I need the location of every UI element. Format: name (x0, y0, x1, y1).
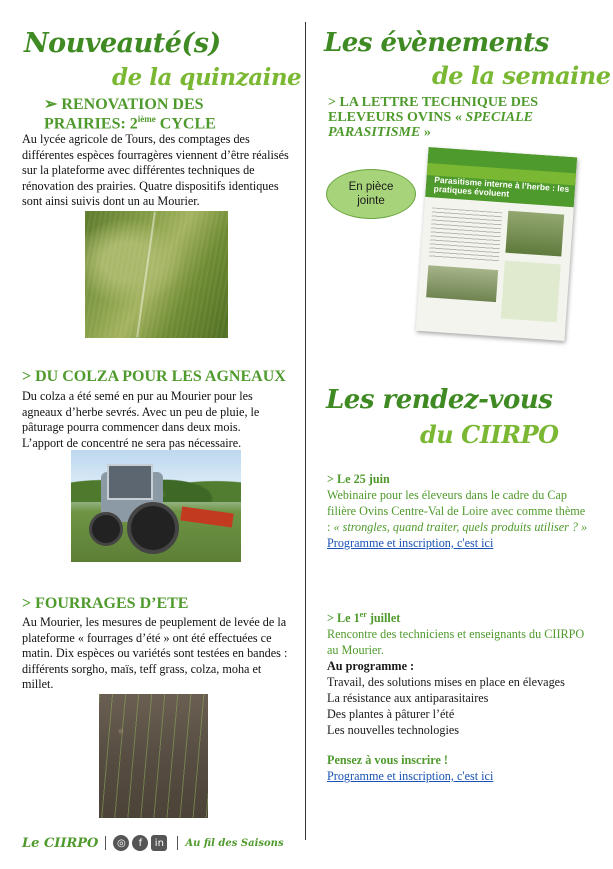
event-date: > Le 25 juin (327, 472, 390, 486)
lettre-title-italic: SPECIALE PARASITISME (328, 110, 534, 140)
newsletter-cover-title: Parasitisme interne à l’herbe : les pratiques évoluent (433, 174, 570, 199)
section-title-renovation-sup: ième (137, 114, 156, 124)
registration-cta: Pensez à vous inscrire ! (327, 753, 448, 768)
left-heading-line2: de la quinzaine (112, 64, 302, 91)
column-divider (305, 22, 306, 840)
programme-item: Les nouvelles technologies (327, 723, 459, 738)
attachment-badge (326, 169, 416, 219)
programme-item: Travail, des solutions mises en place en élevages (327, 675, 565, 690)
event-description: Webinaire pour les éleveurs dans le cadre du Cap filière Ovins Centre-Val de Loire avec comme thème : (327, 488, 586, 534)
event-registration-link[interactable]: Programme et inscription, c'est ici (327, 536, 494, 550)
programme-item: La résistance aux antiparasitaires (327, 691, 489, 706)
event-registration-link[interactable]: Programme et inscription, c'est ici (327, 769, 494, 784)
photo-seedlings (99, 694, 208, 818)
footer-brand: Le CIIRPO (22, 835, 99, 851)
programme-item: Des plantes à pâturer l’été (327, 707, 455, 722)
section-title-renovation-text: ➢ RENOVATION DES PRAIRIES: 2 (44, 96, 204, 133)
event-theme: « strongles, quand traiter, quels produits utiliser ? » (333, 520, 588, 534)
section-title-fourrages: > FOURRAGES D’ETE (22, 595, 189, 612)
event-25-juin (327, 471, 589, 551)
photo-grassland (85, 211, 228, 338)
facebook-icon[interactable]: f (132, 835, 148, 851)
event-1-juillet (327, 607, 589, 784)
section-body-fourrages: Au Mourier, les mesures de peuplement de levée de la plateforme « fourrages d’été » ont été effectuées ce matin. Dix espèces ou variétés sont testées en bandes : différents sorgho, maïs, teff grass, colza, moha et millet. (22, 615, 288, 691)
newsletter-cover-thumbnail (416, 147, 577, 341)
footer (22, 833, 284, 853)
rdv-heading-line2: du CIIRPO (420, 420, 559, 449)
right-heading-line2: de la semaine (432, 61, 611, 90)
section-body-colza: Du colza a été semé en pur au Mourier pour les agneaux d’herbe sevrés. Avec un peu de pluie, le pâturage pourra commencer dans deux mois. L’apport de concentré ne sera pas nécessaire. (22, 389, 260, 450)
globe-icon[interactable]: ◎ (113, 835, 129, 851)
programme-label: Au programme : (327, 659, 415, 674)
left-heading-line1: Nouveauté(s) (24, 28, 221, 59)
section-title-colza: > DU COLZA POUR LES AGNEAUX (22, 368, 286, 385)
attachment-badge-label: En pièce jointe (348, 181, 394, 207)
lettre-technique-title (328, 95, 590, 140)
rdv-heading-line1: Les rendez-vous (326, 385, 553, 415)
lettre-title-end: » (420, 125, 431, 140)
event-description: Rencontre des techniciens et enseignants du CIIRPO au Mourier. (327, 627, 585, 658)
photo-tractor (71, 450, 241, 562)
event-date: > Le 1er juillet (327, 610, 401, 626)
section-title-renovation (44, 97, 264, 131)
linkedin-icon[interactable]: in (151, 835, 167, 851)
footer-tagline: Au fil des Saisons (185, 837, 284, 849)
lettre-title-text: > LA LETTRE TECHNIQUE DES ELEVEURS OVINS « (328, 95, 539, 125)
right-heading-line1: Les évènements (324, 28, 549, 58)
section-title-renovation-end: CYCLE (155, 115, 216, 133)
section-body-renovation: Au lycée agricole de Tours, des comptages des différentes espèces fourragères viennent d’être réalisés sur la plateforme avec différentes techniques de rénovation des prairies. Quatre dispositifs identiques sont ainsi suivis dont un au Mourier. (22, 132, 289, 208)
